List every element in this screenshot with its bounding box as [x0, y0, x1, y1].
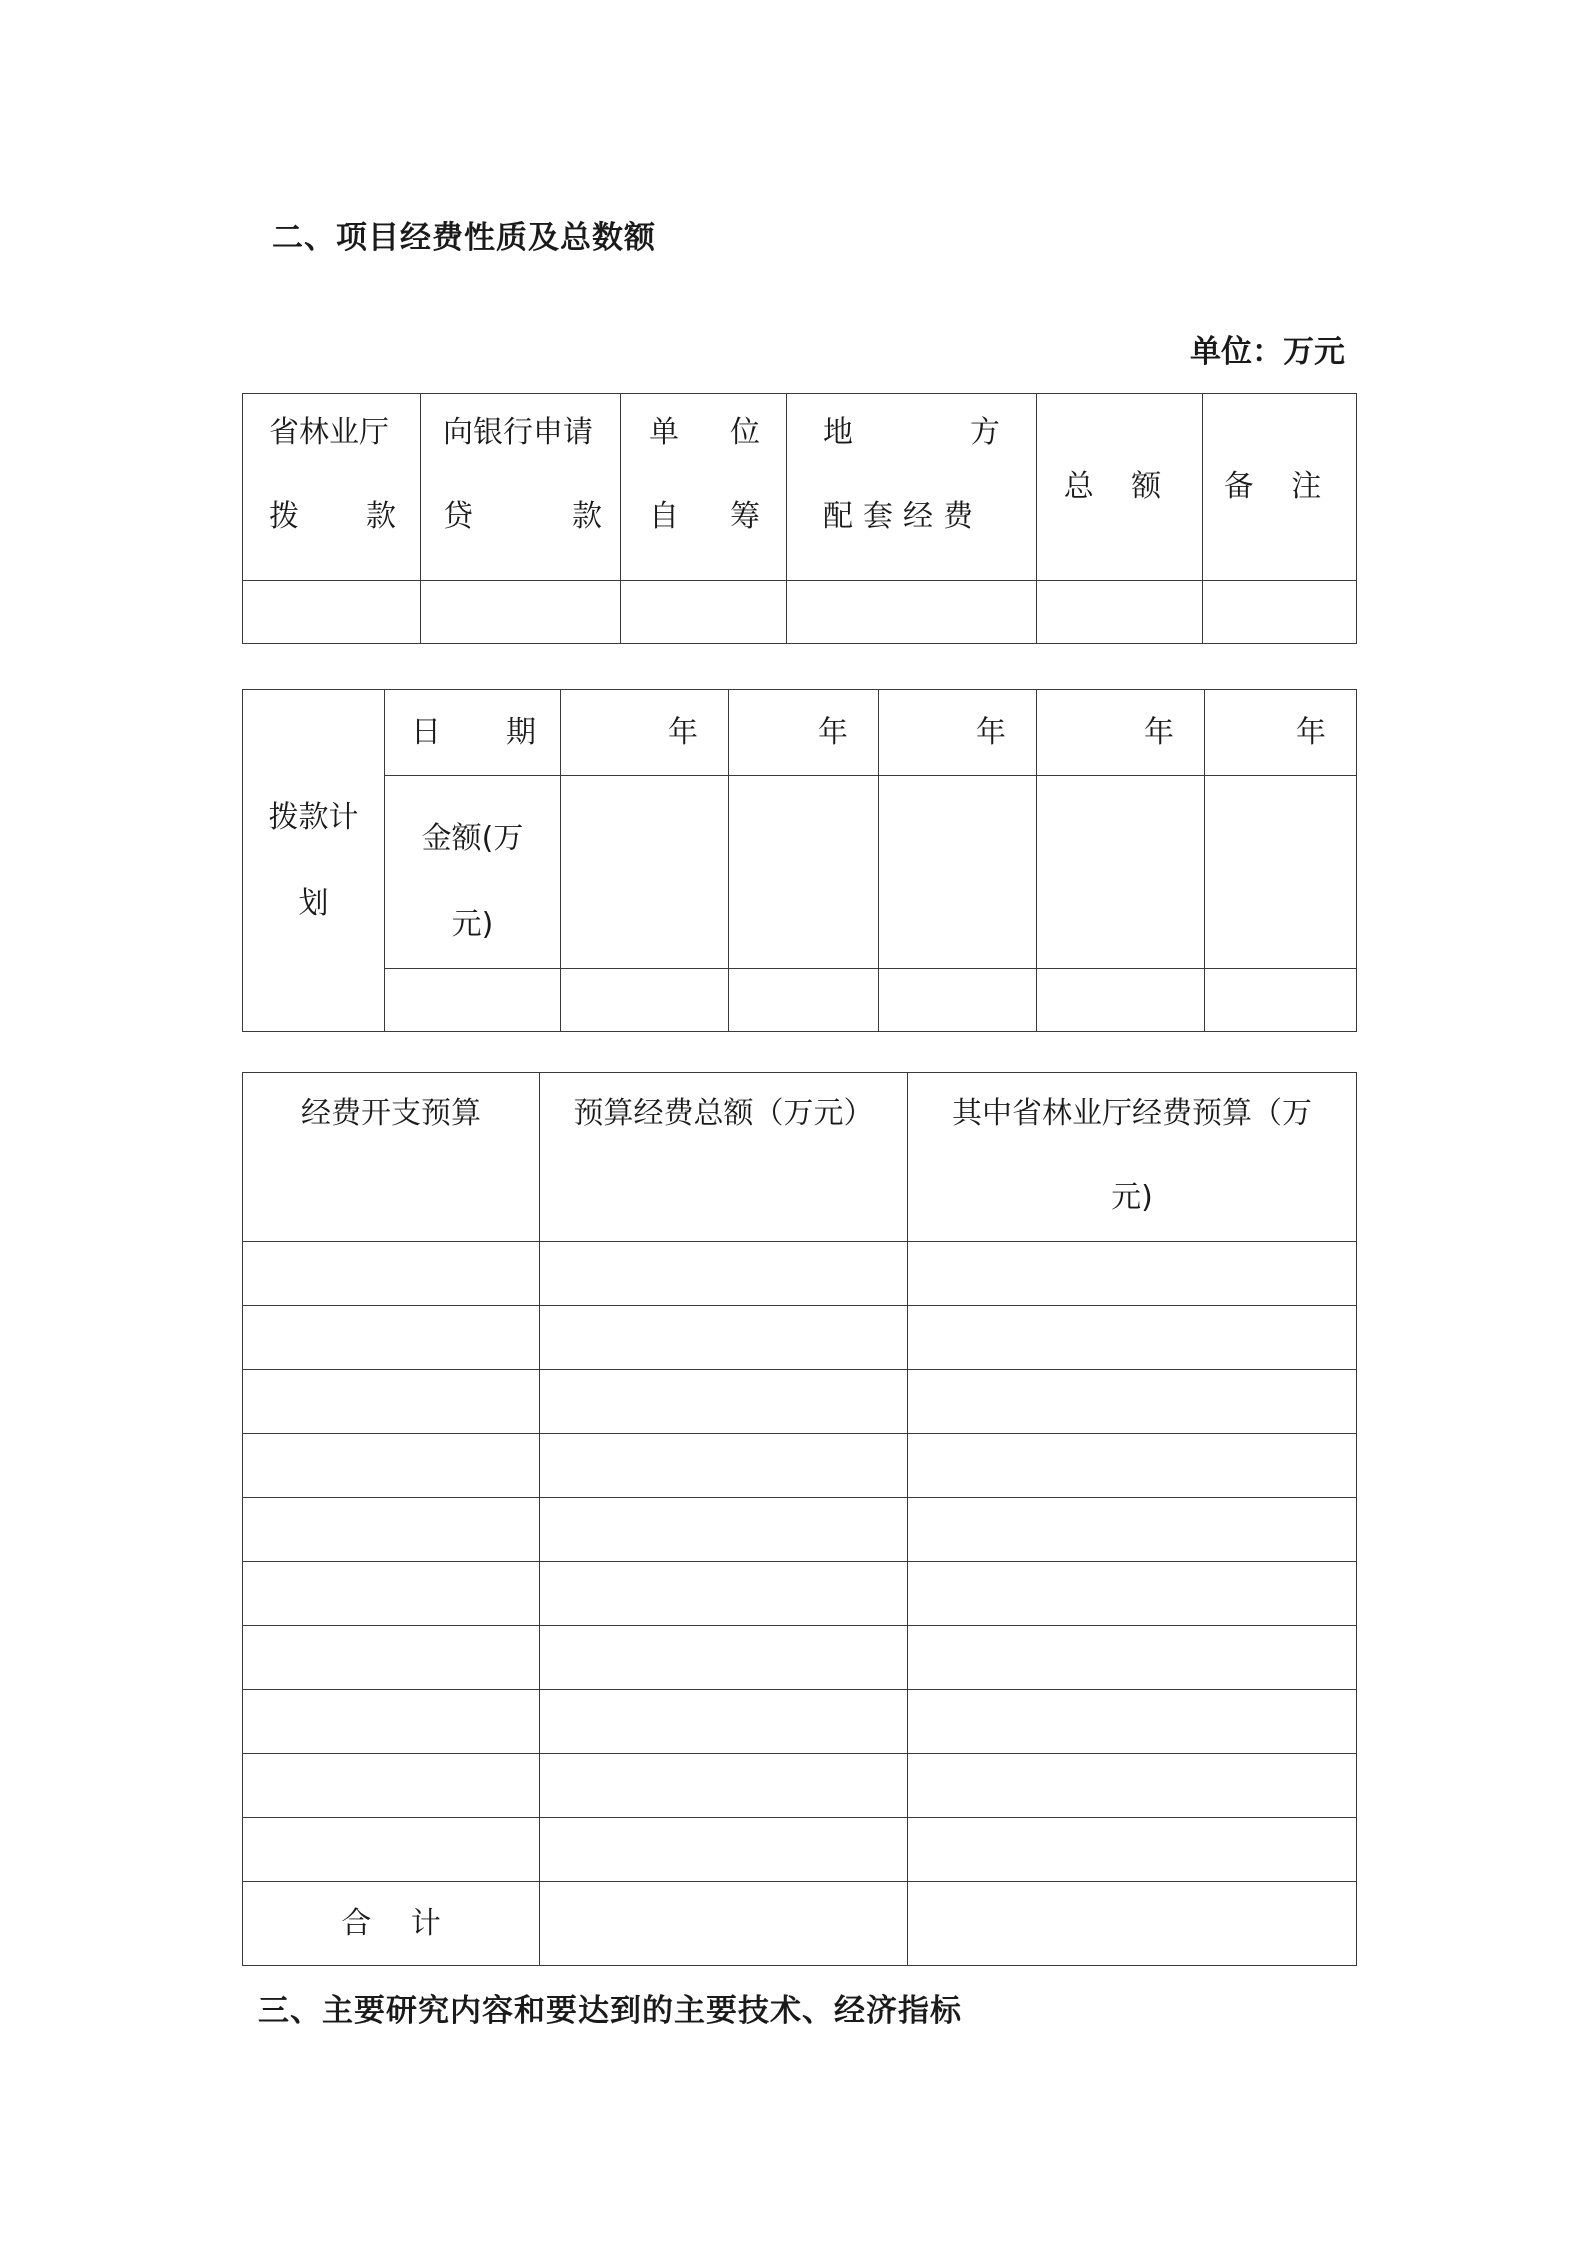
- funding-cell[interactable]: [1037, 581, 1203, 644]
- budget-cell[interactable]: [243, 1818, 540, 1882]
- budget-cell[interactable]: [908, 1626, 1357, 1690]
- budget-cell[interactable]: [243, 1370, 540, 1434]
- header-local-matching: 地 方 配套经费: [787, 394, 1037, 581]
- header-bank-loan: 向银行申请 贷 款: [421, 394, 621, 581]
- budget-cell[interactable]: [243, 1754, 540, 1818]
- header-remarks: 备 注: [1203, 394, 1357, 581]
- section-heading-research: 三、主要研究内容和要达到的主要技术、经济指标: [258, 1993, 962, 2029]
- plan-cell[interactable]: [561, 969, 729, 1032]
- unit-label: 单位：万元: [1190, 334, 1345, 370]
- allocation-plan-label: 拨款计 划: [243, 690, 385, 1032]
- plan-cell[interactable]: [385, 969, 561, 1032]
- amount-cell[interactable]: [1205, 776, 1357, 969]
- budget-cell[interactable]: [540, 1306, 908, 1370]
- budget-cell[interactable]: [243, 1626, 540, 1690]
- budget-cell[interactable]: [908, 1306, 1357, 1370]
- year-cell[interactable]: 年: [729, 690, 879, 776]
- total-label: 合 计: [243, 1882, 540, 1966]
- budget-cell[interactable]: [243, 1498, 540, 1562]
- total-cell[interactable]: [908, 1882, 1357, 1966]
- funding-cell[interactable]: [1203, 581, 1357, 644]
- budget-cell[interactable]: [540, 1242, 908, 1306]
- budget-cell[interactable]: [540, 1754, 908, 1818]
- budget-cell[interactable]: [540, 1818, 908, 1882]
- budget-cell[interactable]: [243, 1242, 540, 1306]
- budget-cell[interactable]: [243, 1690, 540, 1754]
- budget-cell[interactable]: [908, 1498, 1357, 1562]
- budget-cell[interactable]: [908, 1370, 1357, 1434]
- budget-cell[interactable]: [243, 1434, 540, 1498]
- amount-label: 金额(万 元): [385, 776, 561, 969]
- budget-cell[interactable]: [243, 1306, 540, 1370]
- year-cell[interactable]: 年: [561, 690, 729, 776]
- funding-cell[interactable]: [243, 581, 421, 644]
- budget-cell[interactable]: [540, 1626, 908, 1690]
- budget-cell[interactable]: [908, 1690, 1357, 1754]
- budget-cell[interactable]: [908, 1562, 1357, 1626]
- amount-cell[interactable]: [729, 776, 879, 969]
- year-cell[interactable]: 年: [1037, 690, 1205, 776]
- header-provincial-budget: 其中省林业厅经费预算（万 元): [908, 1073, 1357, 1242]
- funding-cell[interactable]: [787, 581, 1037, 644]
- header-budget-total: 预算经费总额（万元）: [540, 1073, 908, 1242]
- plan-cell[interactable]: [1205, 969, 1357, 1032]
- budget-cell[interactable]: [540, 1562, 908, 1626]
- header-provincial-forestry: 省林业厅 拨 款: [243, 394, 421, 581]
- amount-cell[interactable]: [561, 776, 729, 969]
- budget-cell[interactable]: [243, 1562, 540, 1626]
- date-label: 日 期: [385, 690, 561, 776]
- budget-cell[interactable]: [908, 1754, 1357, 1818]
- budget-cell[interactable]: [908, 1434, 1357, 1498]
- plan-cell[interactable]: [1037, 969, 1205, 1032]
- budget-cell[interactable]: [540, 1434, 908, 1498]
- budget-cell[interactable]: [908, 1818, 1357, 1882]
- budget-cell[interactable]: [540, 1370, 908, 1434]
- budget-cell[interactable]: [540, 1690, 908, 1754]
- year-cell[interactable]: 年: [1205, 690, 1357, 776]
- funding-cell[interactable]: [421, 581, 621, 644]
- budget-cell[interactable]: [908, 1242, 1357, 1306]
- funding-sources-table: [242, 393, 1357, 644]
- amount-cell[interactable]: [1037, 776, 1205, 969]
- funding-cell[interactable]: [621, 581, 787, 644]
- budget-cell[interactable]: [540, 1498, 908, 1562]
- header-expense-budget: 经费开支预算: [243, 1073, 540, 1242]
- header-total-amount: 总 额: [1037, 394, 1203, 581]
- amount-cell[interactable]: [879, 776, 1037, 969]
- year-cell[interactable]: 年: [879, 690, 1037, 776]
- expense-budget-table: [242, 1072, 1357, 1966]
- plan-cell[interactable]: [879, 969, 1037, 1032]
- section-heading-funding: 二、项目经费性质及总数额: [272, 220, 656, 256]
- total-cell[interactable]: [540, 1882, 908, 1966]
- plan-cell[interactable]: [729, 969, 879, 1032]
- allocation-plan-table: [242, 689, 1357, 1032]
- header-self-raised: 单 位 自 筹: [621, 394, 787, 581]
